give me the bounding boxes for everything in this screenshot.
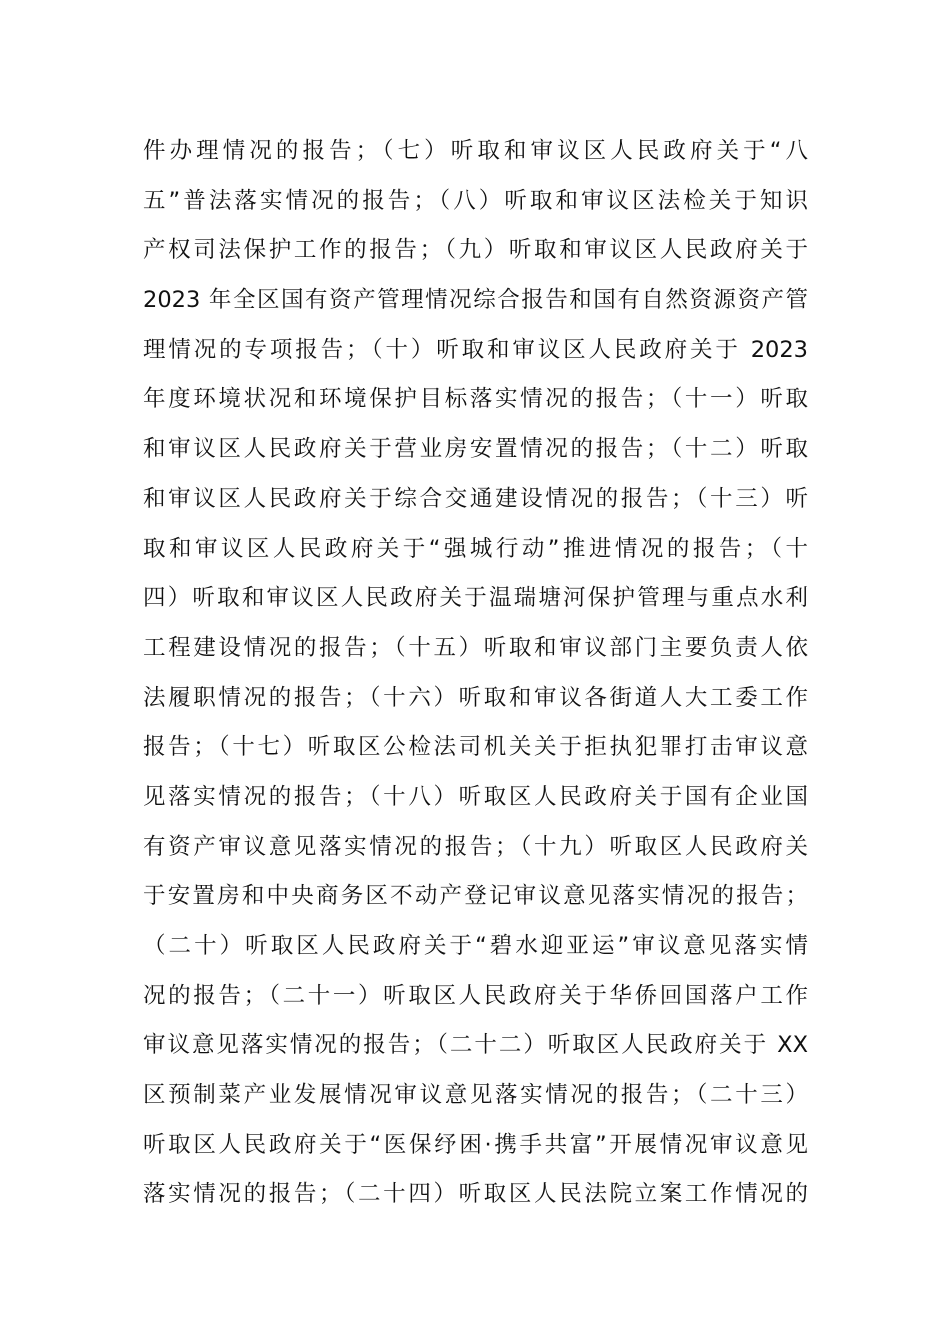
text-line-10: 四）听取和审议区人民政府关于温瑞塘河保护管理与重点水利 — [143, 585, 808, 612]
text-line-12: 法履职情况的报告；（十六）听取和审议各街道人大工委工作 — [143, 684, 808, 711]
text-line-6: 年度环境状况和环境保护目标落实情况的报告；（十一）听取 — [143, 386, 808, 413]
text-line-1: 件办理情况的报告；（七）听取和审议区人民政府关于“八 — [143, 138, 808, 164]
text-line-9: 取和审议区人民政府关于“强城行动”推进情况的报告；（十 — [143, 535, 808, 562]
text-line-8: 和审议区人民政府关于综合交通建设情况的报告；（十三）听 — [143, 485, 808, 512]
text-line-16: 于安置房和中央商务区不动产登记审议意见落实情况的报告； — [143, 883, 808, 910]
text-line-2: 五”普法落实情况的报告；（八）听取和审议区法检关于知识 — [143, 187, 808, 214]
text-line-3: 产权司法保护工作的报告；（九）听取和审议区人民政府关于 — [143, 237, 808, 264]
text-line-19: 审议意见落实情况的报告；（二十二）听取区人民政府关于 XX — [143, 1032, 808, 1059]
text-line-21: 听取区人民政府关于“医保纾困·携手共富”开展情况审议意见 — [143, 1131, 808, 1158]
text-line-4: 2023 年全区国有资产管理情况综合报告和国有自然资源资产管 — [143, 287, 808, 314]
text-line-22: 落实情况的报告；（二十四）听取区人民法院立案工作情况的 — [143, 1181, 808, 1208]
text-line-15: 有资产审议意见落实情况的报告；（十九）听取区人民政府关 — [143, 833, 808, 860]
text-line-13: 报告；（十七）听取区公检法司机关关于拒执犯罪打击审议意 — [143, 734, 808, 761]
text-line-14: 见落实情况的报告；（十八）听取区人民政府关于国有企业国 — [143, 783, 808, 810]
text-line-5: 理情况的专项报告；（十）听取和审议区人民政府关于 2023 — [143, 336, 808, 363]
text-line-20: 区预制菜产业发展情况审议意见落实情况的报告；（二十三） — [143, 1082, 808, 1109]
text-line-11: 工程建设情况的报告；（十五）听取和审议部门主要负责人依 — [143, 634, 808, 661]
body-text — [143, 127, 808, 1220]
text-line-17: （二十）听取区人民政府关于“碧水迎亚运”审议意见落实情 — [143, 933, 808, 959]
text-line-7: 和审议区人民政府关于营业房安置情况的报告；（十二）听取 — [143, 436, 808, 463]
text-line-18: 况的报告；（二十一）听取区人民政府关于华侨回国落户工作 — [143, 982, 808, 1009]
